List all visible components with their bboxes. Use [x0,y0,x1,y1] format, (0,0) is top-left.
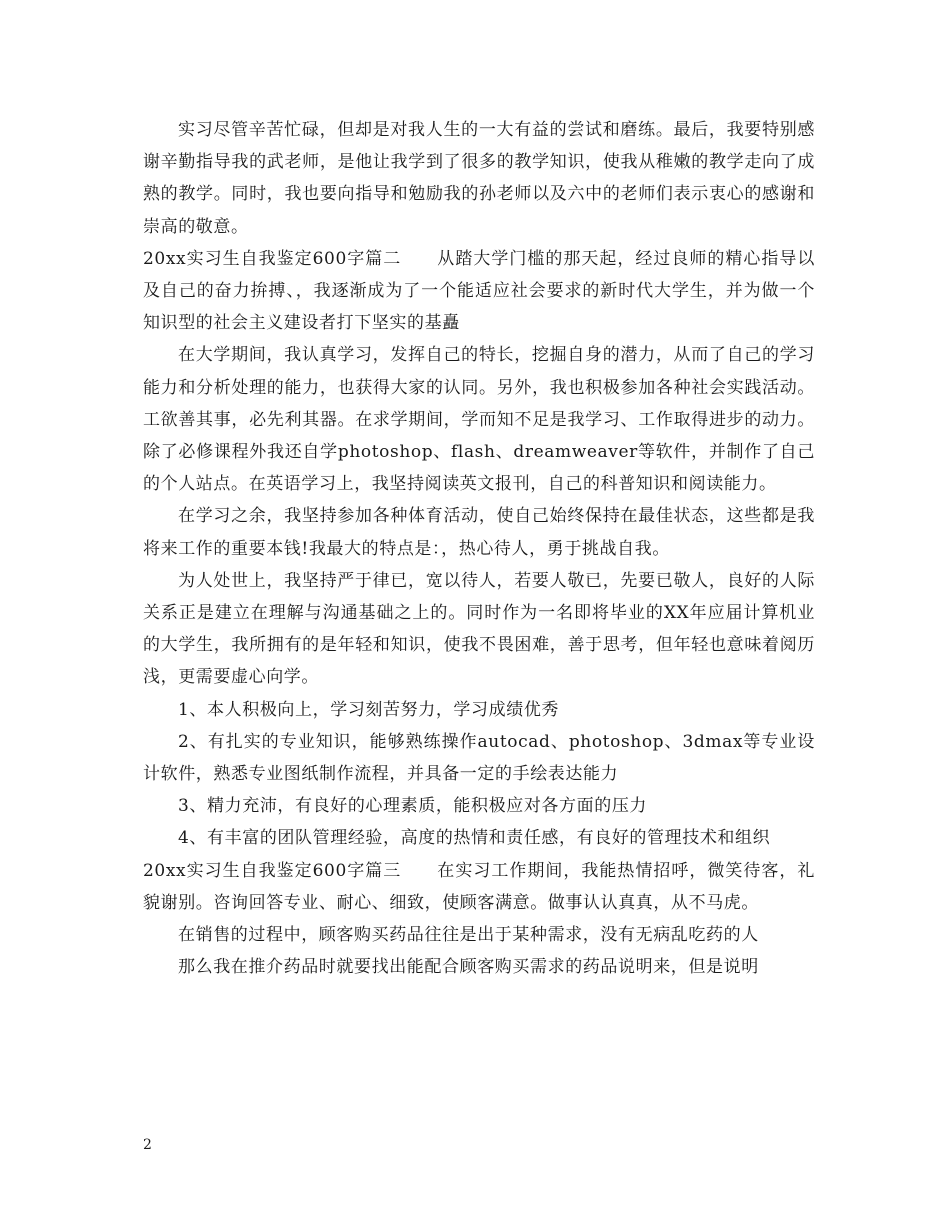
page-number: 2 [143,1137,152,1153]
paragraph-section-three-intro: 20xx实习生自我鉴定600字篇三 在实习工作期间，我能热情招呼，微笑待客，礼貌谢别。咨询回答专业、耐心、细致，使顾客满意。做事认认真真，从不马虎。 [143,860,815,913]
list-item-3: 3、精力充沛，有良好的心理素质，能积极应对各方面的压力 [178,796,648,817]
paragraph-sports-activities: 在学习之余，我坚持参加各种体育活动，使自己始终保持在最佳状态，这些都是我将来工作的重要本钱!我最大的特点是：，热心待人，勇于挑战自我。 [143,506,815,559]
paragraph-university-study: 在大学期间，我认真学习，发挥自己的特长，挖掘自身的潜力，从而了自己的学习能力和分析处理的能力，也获得大家的认同。另外，我也积极参加各种社会实践活动。工欲善其事，必先利其器。在求学期间，学而知不足是我学习、工作取得进步的动力。除了必修课程外我还自学photoshop、flash、dreamweaver等软件，并制作了自己的个人站点。在英语学习上，我坚持阅读英文报刊，自己的科普知识和阅读能力。 [143,345,815,495]
paragraph-drug-recommendation: 那么我在推介药品时就要找出能配合顾客购买需求的药品说明来，但是说明 [178,957,759,978]
list-item-2: 2、有扎实的专业知识，能够熟练操作autocad、photoshop、3dmax等专业设计软件，熟悉专业图纸制作流程，并具备一定的手绘表达能力 [143,731,815,785]
document-body [143,114,815,983]
paragraph-sales-process: 在销售的过程中，顾客购买药品往往是出于某种需求，没有无病乱吃药的人 [178,925,759,946]
list-item-4: 4、有丰富的团队管理经验，高度的热情和责任感，有良好的管理技术和组织 [178,828,771,849]
paragraph-interpersonal: 为人处世上，我坚持严于律已，宽以待人，若要人敬已，先要已敬人，良好的人际关系正是建立在理解与沟通基础之上的。同时作为一名即将毕业的XX年应届计算机业的大学生，我所拥有的是年轻和知识，使我不畏困难，善于思考，但年轻也意味着阅历浅，更需要虚心向学。 [143,570,815,688]
paragraph-internship-thanks: 实习尽管辛苦忙碌，但却是对我人生的一大有益的尝试和磨练。最后，我要特别感谢辛勤指导我的武老师，是他让我学到了很多的教学知识，使我从稚嫩的教学走向了成熟的教学。同时，我也要向指导和勉励我的孙老师以及六中的老师们表示衷心的感谢和崇高的敬意。 [143,120,815,237]
list-item-1: 1、本人积极向上，学习刻苦努力，学习成绩优秀 [178,699,560,720]
paragraph-section-two-intro: 20xx实习生自我鉴定600字篇二 从踏大学门槛的那天起，经过良师的精心指导以及自己的奋力拚搏、，我逐渐成为了一个能适应社会要求的新时代大学生，并为做一个知识型的社会主义建设者打下坚实的基矗 [143,248,815,334]
